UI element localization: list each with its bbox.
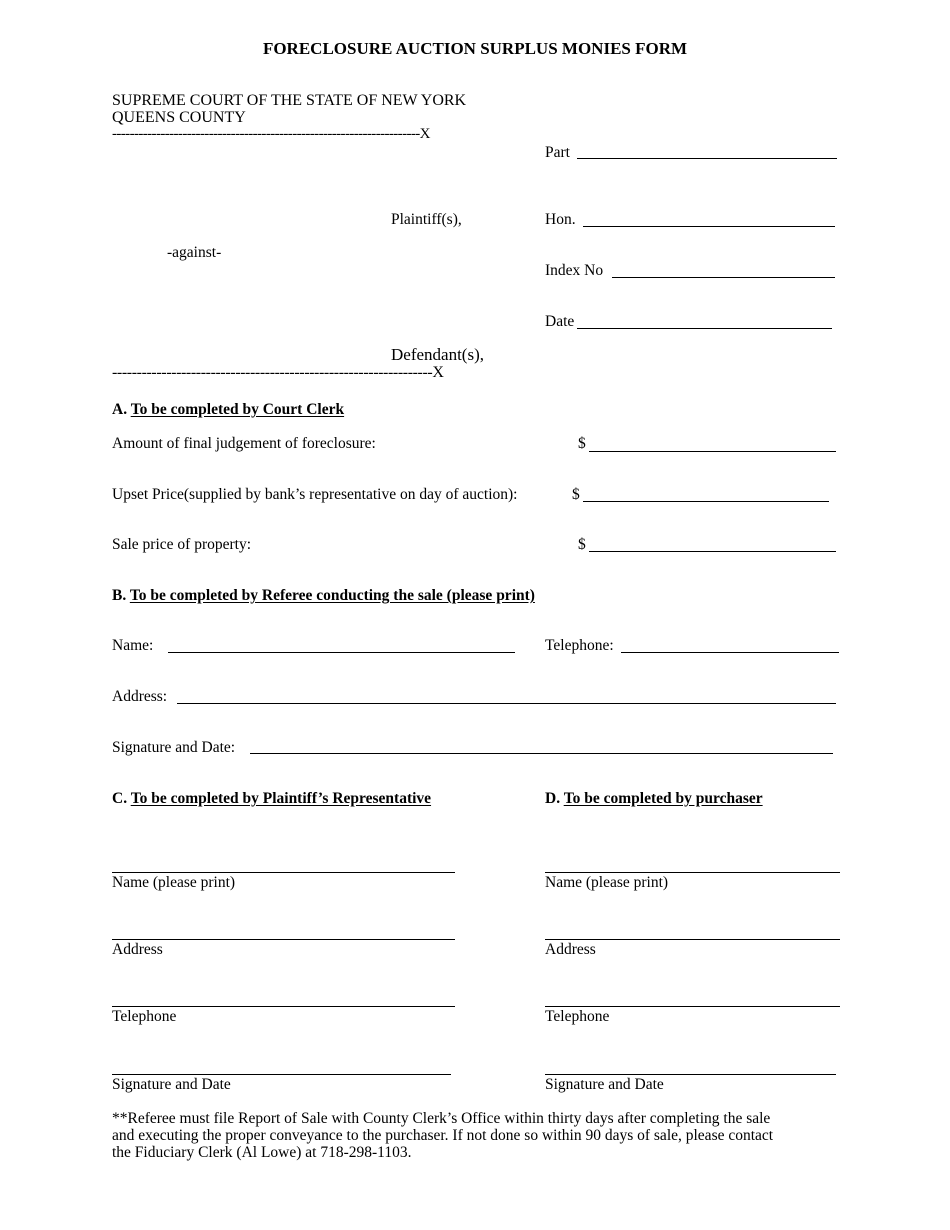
court-name: SUPREME COURT OF THE STATE OF NEW YORK <box>112 92 467 109</box>
section-c-title: To be completed by Plaintiff’s Representative <box>130 790 432 807</box>
section-b-letter: B. <box>112 587 127 604</box>
referee-signature-field[interactable] <box>250 753 833 754</box>
section-b-title: To be completed by Referee conducting the sale (please print) <box>129 587 535 604</box>
purchaser-name-field[interactable] <box>545 872 840 873</box>
plaintiff-label: Plaintiff(s), <box>391 211 462 228</box>
section-c-heading <box>112 791 431 807</box>
purchaser-telephone-label: Telephone <box>545 1008 610 1025</box>
section-a-heading <box>112 402 344 418</box>
section-d-letter: D. <box>545 790 561 807</box>
plaintiff-rep-name-field[interactable] <box>112 872 455 873</box>
upset-price-currency: $ <box>572 486 580 503</box>
hon-label: Hon. <box>545 211 576 228</box>
purchaser-address-field[interactable] <box>545 939 840 940</box>
county-name: QUEENS COUNTY <box>112 109 246 126</box>
sale-price-currency: $ <box>578 536 586 553</box>
form-title: FORECLOSURE AUCTION SURPLUS MONIES FORM <box>262 39 688 58</box>
sale-price-label: Sale price of property: <box>112 536 252 553</box>
index-no-field[interactable] <box>612 277 835 278</box>
footnote-line-1: **Referee must file Report of Sale with County Clerk’s Office within thirty days after completing the sale <box>112 1110 771 1127</box>
section-d-title: To be completed by purchaser <box>563 790 763 807</box>
plaintiff-rep-name-label: Name (please print) <box>112 874 236 891</box>
referee-telephone-label: Telephone: <box>545 637 614 654</box>
purchaser-telephone-field[interactable] <box>545 1006 840 1007</box>
upset-price-label: Upset Price(supplied by bank’s representative on day of auction): <box>112 486 518 503</box>
referee-address-label: Address: <box>112 688 168 705</box>
date-field[interactable] <box>577 328 832 329</box>
plaintiff-rep-address-field[interactable] <box>112 939 455 940</box>
plaintiff-rep-address-label: Address <box>112 941 163 958</box>
caption-divider-bottom: -----------------------------------------------------------------X <box>112 364 444 381</box>
section-a-letter: A. <box>112 401 128 418</box>
section-d-heading <box>545 791 763 807</box>
plaintiff-rep-signature-field[interactable] <box>112 1074 451 1075</box>
plaintiff-rep-telephone-label: Telephone <box>112 1008 177 1025</box>
hon-field[interactable] <box>583 226 835 227</box>
referee-signature-label: Signature and Date: <box>112 739 236 756</box>
section-c-letter: C. <box>112 790 128 807</box>
purchaser-name-label: Name (please print) <box>545 874 669 891</box>
footnote-line-3: the Fiduciary Clerk (Al Lowe) at 718-298-1103. <box>112 1144 412 1161</box>
date-label: Date <box>545 313 575 330</box>
purchaser-signature-label: Signature and Date <box>545 1076 664 1093</box>
plaintiff-rep-telephone-field[interactable] <box>112 1006 455 1007</box>
part-field[interactable] <box>577 158 837 159</box>
against-label: -against- <box>167 244 222 261</box>
purchaser-address-label: Address <box>545 941 596 958</box>
judgement-currency: $ <box>578 435 586 452</box>
judgement-amount-field[interactable] <box>589 451 836 452</box>
footnote-line-2: and executing the proper conveyance to the purchaser. If not done so within 90 days of sale, please contact <box>112 1127 774 1144</box>
index-no-label: Index No <box>545 262 604 279</box>
plaintiff-rep-signature-label: Signature and Date <box>112 1076 231 1093</box>
upset-price-field[interactable] <box>583 501 829 502</box>
referee-telephone-field[interactable] <box>621 652 839 653</box>
section-b-heading <box>112 588 535 604</box>
judgement-amount-label: Amount of final judgement of foreclosure: <box>112 435 376 452</box>
referee-name-field[interactable] <box>168 652 515 653</box>
referee-address-field[interactable] <box>177 703 836 704</box>
defendant-label: Defendant(s), <box>391 345 484 364</box>
sale-price-field[interactable] <box>589 551 836 552</box>
section-a-title: To be completed by Court Clerk <box>130 401 345 418</box>
caption-divider-top: ----------------------------------------------------------------------X <box>112 126 430 142</box>
purchaser-signature-field[interactable] <box>545 1074 836 1075</box>
part-label: Part <box>545 144 570 161</box>
referee-name-label: Name: <box>112 637 154 654</box>
